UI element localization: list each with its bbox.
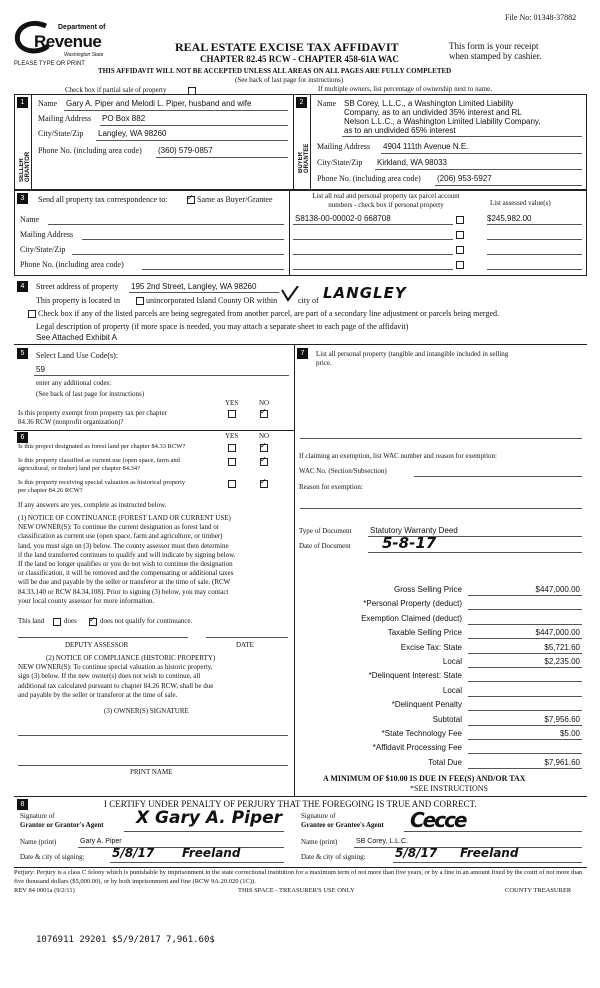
land-use-see-back: (See back of last page for instructions) — [36, 390, 145, 398]
assessed-header: List assessed value(s) — [490, 199, 551, 207]
grantee-signature[interactable]: Cecce — [410, 808, 466, 832]
grantee-date-field[interactable]: 5/8/17 — [395, 846, 438, 860]
grantor-city-field[interactable]: Freeland — [182, 846, 241, 860]
seller-city-field[interactable]: Langley, WA 98260 — [98, 129, 167, 138]
treasurer-use-label: THIS SPACE - TREASURER'S USE ONLY — [238, 887, 355, 894]
fee-label: *Delinquent Penalty — [391, 700, 462, 710]
revenue-logo — [14, 20, 109, 62]
forest-land-question: Is this project designated as forest land per chapter 84.33 RCW? — [18, 443, 186, 450]
wac-label: WAC No. (Section/Subsection) — [299, 467, 387, 475]
fee-label: Exemption Claimed (deduct) — [361, 613, 462, 623]
additional-codes-label: enter any additional codes: — [36, 379, 112, 387]
current-use-question-2: agricultural, or timber) land per chapter 84.34? — [18, 465, 141, 472]
section-6-number: 6 — [17, 432, 28, 443]
street-address-label: Street address of property — [36, 282, 119, 291]
perjury-notice: Perjury: Perjury is a class C felony which is punishable by imprisonment in the state correctional institution for a maximum term of not more than five years, or by a fine in an amount fixed by the court of not more than five thousand dollars ($5,000.00), or by both imprisonment and fine (RCW 9A.20.020 (1C)). — [14, 869, 583, 885]
buyer-name-label: Name — [317, 99, 337, 108]
see-back: (See back of last page for instructions) — [235, 76, 344, 84]
personal-property-checkbox-2[interactable] — [456, 231, 464, 239]
does-qualify-checkbox[interactable] — [53, 618, 61, 626]
fee-value[interactable]: $5.00 — [559, 729, 580, 738]
see-instructions: *SEE INSTRUCTIONS — [410, 784, 489, 793]
grantor-sig-label-1: Signature of — [20, 812, 55, 820]
buyer-name-line-2[interactable]: Company, as to an undivided 35% interest and RL — [344, 108, 522, 117]
grantee-sig-label-1: Signature of — [301, 812, 336, 820]
personal-property-label-2: price. — [316, 359, 332, 367]
logo-state: Washington State — [64, 52, 104, 58]
seller-phone-label: Phone No. (including area code) — [38, 146, 142, 155]
does-not-label: does not qualify for continuance. — [100, 617, 193, 625]
grantor-print-label: Name (print) — [20, 838, 57, 846]
fee-label: Total Due — [428, 757, 462, 767]
seller-mailing-label: Mailing Address — [38, 114, 92, 123]
personal-property-checkbox-3[interactable] — [456, 246, 464, 254]
exempt-question-2: 84.36 RCW (nonprofit organization)? — [18, 418, 124, 426]
land-use-field[interactable]: 59 — [36, 365, 45, 374]
grantor-signature[interactable]: X Gary A. Piper — [136, 808, 283, 828]
same-as-buyer-label: Same as Buyer/Grantee — [197, 195, 273, 204]
compliance-notice: (2) NOTICE OF COMPLIANCE (HISTORIC PROPERTY) NEW OWNER(S): To continue special valuation as historic property, sign (3) below. If the new owner(s) does not wish to continue, all additional tax calculated pursuant to chapter 84.26 RCW, shall be due and payable by the seller or transferor at the time of sale. — [18, 654, 216, 699]
segregated-checkbox[interactable] — [28, 310, 36, 318]
located-label: This property is located in — [36, 296, 120, 305]
doc-type-field[interactable]: Statutory Warranty Deed — [370, 526, 458, 535]
grantor-date-field[interactable]: 5/8/17 — [112, 846, 155, 860]
minimum-due: A MINIMUM OF $10.00 IS DUE IN FEE(S) AND/OR TAX — [323, 774, 526, 783]
fee-value[interactable]: $5,721.60 — [544, 642, 580, 652]
seller-name-label: Name — [38, 99, 58, 108]
seller-mailing-field[interactable]: PO Box 882 — [102, 114, 146, 123]
city-handwritten[interactable]: LANGLEY — [323, 284, 407, 302]
section-4-number: 4 — [17, 281, 28, 292]
section-1-number: 1 — [17, 97, 28, 108]
corr-name-label: Name — [20, 215, 40, 224]
form-revision: REV 84 0001a (9/2/11) — [14, 887, 75, 894]
buyer-mailing-field[interactable]: 4904 111th Avenue N.E. — [383, 142, 469, 151]
does-label: does — [64, 617, 77, 625]
buyer-mailing-label: Mailing Address — [317, 142, 371, 151]
exempt-question: Is this property exempt from property tax per chapter — [18, 409, 167, 417]
doc-type-label: Type of Document — [299, 527, 352, 535]
section-8-number: 8 — [17, 799, 28, 810]
grantee-print-field[interactable]: SB Corey, L.L.C. — [356, 838, 409, 845]
legal-description-field[interactable]: See Attached Exhibit A — [36, 333, 117, 342]
buyer-name-line-4[interactable]: as to an undivided 65% interest — [344, 126, 456, 135]
s6-no-header: NO — [259, 432, 270, 440]
s5-no-header: NO — [259, 399, 270, 407]
parcel-header-1: List all real and personal property tax parcel account — [312, 192, 460, 200]
print-name-label: PRINT NAME — [130, 768, 173, 776]
historic-no-checkbox[interactable] — [260, 480, 268, 488]
grantor-print-field[interactable]: Gary A. Piper — [80, 838, 122, 845]
buyer-name-line-1[interactable]: SB Corey, L.L.C., a Washington Limited Liability — [344, 99, 514, 108]
continuance-notice: (1) NOTICE OF CONTINUANCE (FOREST LAND OR CURRENT USE) NEW OWNER(S): To continue the current designation as forest land or classification as current use (open space, farm and agriculture, or timber) land, you must sign on (3) below. The county assessor must then determine if the land transferred continues to qualify and will indicate by signing below. If the land no longer qualifies or you do not wish to continue the designation or classification, it will be removed and the compensating or additional taxes will be due and payable by the seller or transferor at the time of sale. (RCW 84.33.140 or RCW 84.34.108). Prior to signing (3) below, you may contact your local county assessor for more information. — [18, 514, 236, 605]
segregated-label: Check box if any of the listed parcels are being segregated from another parcel, are part of a secondary line adjustment or parcels being merged. — [38, 309, 499, 318]
doc-date-field[interactable]: 5-8-17 — [382, 534, 437, 552]
grantee-print-label: Name (print) — [301, 838, 338, 846]
receipt-note-1: This form is your receipt — [449, 41, 539, 51]
grantee-city-field[interactable]: Freeland — [460, 846, 519, 860]
city-check-mark-icon — [280, 286, 300, 306]
seller-city-label: City/State/Zip — [38, 129, 84, 138]
cashier-stamp: 1076911 29201 $5/9/2017 7,961.60$ — [36, 935, 215, 945]
current-use-no-checkbox[interactable] — [260, 458, 268, 466]
buyer-phone-field[interactable]: (206) 953-5927 — [437, 174, 492, 183]
reason-label: Reason for exemption: — [299, 483, 363, 491]
fee-label: *State Technology Fee — [381, 729, 462, 738]
assessor-date-label: DATE — [236, 641, 254, 649]
parcel-number-field[interactable]: S8138-00-00002-0 668708 — [295, 214, 391, 223]
receipt-note-2: when stamped by cashier. — [449, 51, 542, 61]
historic-yes-checkbox[interactable] — [228, 480, 236, 488]
street-address-field[interactable]: 195 2nd Street, Langley, WA 98260 — [131, 282, 257, 291]
owner-signature-label: (3) OWNER(S) SIGNATURE — [104, 707, 189, 715]
buyer-label: BUYER GRANTEE — [298, 143, 310, 173]
seller-name-field[interactable]: Gary A. Piper and Melodi L. Piper, husband and wife — [66, 99, 252, 108]
fee-label: Excise Tax: State — [400, 642, 462, 652]
warning: THIS AFFIDAVIT WILL NOT BE ACCEPTED UNLESS ALL AREAS ON ALL PAGES ARE FULLY COMPLETED — [98, 67, 452, 75]
land-use-label: Select Land Use Code(s): — [36, 351, 118, 360]
forest-yes-checkbox[interactable] — [228, 444, 236, 452]
historic-question-2: per chapter 84.26 RCW? — [18, 487, 83, 494]
fee-label: *Personal Property (deduct) — [363, 599, 462, 609]
multiple-owners-note: If multiple owners, list percentage of ownership next to name. — [318, 85, 492, 93]
exempt-no-checkbox[interactable] — [260, 410, 268, 418]
fee-value[interactable]: $2,235.00 — [544, 657, 580, 666]
corr-mailing-label: Mailing Address — [20, 230, 74, 239]
unincorporated-label: unincorporated Island County OR within — [146, 296, 278, 305]
personal-property-label: List all personal property (tangible and intangible included in selling — [316, 350, 509, 358]
current-use-yes-checkbox[interactable] — [228, 458, 236, 466]
fee-value[interactable]: $7,961.60 — [544, 757, 580, 767]
buyer-city-field[interactable]: Kirkland, WA 98033 — [377, 158, 447, 167]
fee-value[interactable]: $7,956.60 — [544, 714, 580, 724]
grantee-sig-label-2: Grantee or Grantee's Agent — [301, 821, 384, 829]
fee-label: Subtotal — [432, 714, 462, 724]
fee-label: Taxable Selling Price — [387, 628, 462, 638]
form-chapter: CHAPTER 82.45 RCW - CHAPTER 458-61A WAC — [200, 54, 399, 64]
s6-yes-header: YES — [225, 432, 239, 440]
section-5-number: 5 — [17, 348, 28, 359]
if-yes-note: If any answers are yes, complete as instructed below. — [18, 501, 167, 509]
fee-label: Gross Selling Price — [393, 585, 462, 594]
exempt-yes-checkbox[interactable] — [228, 410, 236, 418]
file-number: File No: 01348-37882 — [505, 13, 577, 22]
current-use-question: Is this property classified as current use (open space, farm and — [18, 457, 180, 464]
certify-statement: I CERTIFY UNDER PENALTY OF PERJURY THAT THE FOREGOING IS TRUE AND CORRECT. — [104, 799, 477, 809]
personal-property-checkbox-4[interactable] — [456, 261, 464, 269]
partial-sale-label: Check box if partial sale of property — [65, 86, 167, 94]
fee-value[interactable]: $447,000.00 — [535, 628, 580, 638]
seller-phone-field[interactable]: (360) 579-0857 — [158, 146, 213, 155]
s5-yes-header: YES — [225, 399, 239, 407]
section-7-number: 7 — [297, 348, 308, 359]
please-type: PLEASE TYPE OR PRINT — [14, 61, 85, 67]
section-3-number: 3 — [17, 193, 28, 204]
send-correspondence-label: Send all property tax correspondence to: — [38, 195, 168, 204]
does-not-qualify-checkbox[interactable] — [89, 618, 97, 626]
exemption-label: If claiming an exemption, list WAC number and reason for exemption: — [299, 452, 497, 460]
forest-no-checkbox[interactable] — [260, 444, 268, 452]
logo-dept: Department of — [58, 24, 106, 31]
county-treasurer-label: COUNTY TREASURER — [505, 887, 572, 894]
city-of-label: city of — [298, 296, 319, 305]
buyer-name-line-3[interactable]: Nelson L.L.C., a Washington Limited Liability Company, — [344, 117, 541, 126]
parcel-header-2: numbers - check box if personal property — [328, 201, 444, 209]
unincorporated-checkbox[interactable] — [136, 297, 144, 305]
same-as-buyer-checkbox[interactable] — [187, 196, 195, 204]
fee-label: *Delinquent Interest: State — [368, 671, 462, 681]
corr-phone-label: Phone No. (including area code) — [20, 260, 124, 269]
form-title: REAL ESTATE EXCISE TAX AFFIDAVIT — [175, 40, 399, 54]
buyer-city-label: City/State/Zip — [317, 158, 363, 167]
deputy-assessor-label: DEPUTY ASSESSOR — [65, 641, 129, 649]
legal-description-label: Legal description of property (if more space is needed, you may attach a separate sheet to each page of the affidavit) — [36, 322, 409, 331]
corr-city-label: City/State/Zip — [20, 245, 66, 254]
fee-label: *Affidavit Processing Fee — [372, 743, 462, 753]
fee-label: Local — [442, 685, 462, 695]
grantee-date-label: Date & city of signing: — [301, 853, 366, 861]
logo-name: Revenue — [34, 32, 102, 51]
this-land-label: This land — [18, 617, 45, 625]
doc-date-label: Date of Document — [299, 542, 351, 550]
personal-property-checkbox-1[interactable] — [456, 216, 464, 224]
fee-label: Local — [442, 657, 462, 666]
section-2-number: 2 — [296, 97, 307, 108]
buyer-phone-label: Phone No. (including area code) — [317, 174, 421, 183]
grantor-date-label: Date & city of signing: — [20, 853, 85, 861]
seller-label: SELLER GRANTOR — [19, 151, 31, 182]
historic-question: Is this property receiving special valuation as historical property — [18, 479, 186, 486]
grantor-sig-label-2: Grantor or Grantor's Agent — [20, 821, 104, 829]
assessed-value-field[interactable]: $245,982.00 — [487, 214, 532, 223]
fee-value[interactable]: $447,000.00 — [535, 585, 580, 594]
